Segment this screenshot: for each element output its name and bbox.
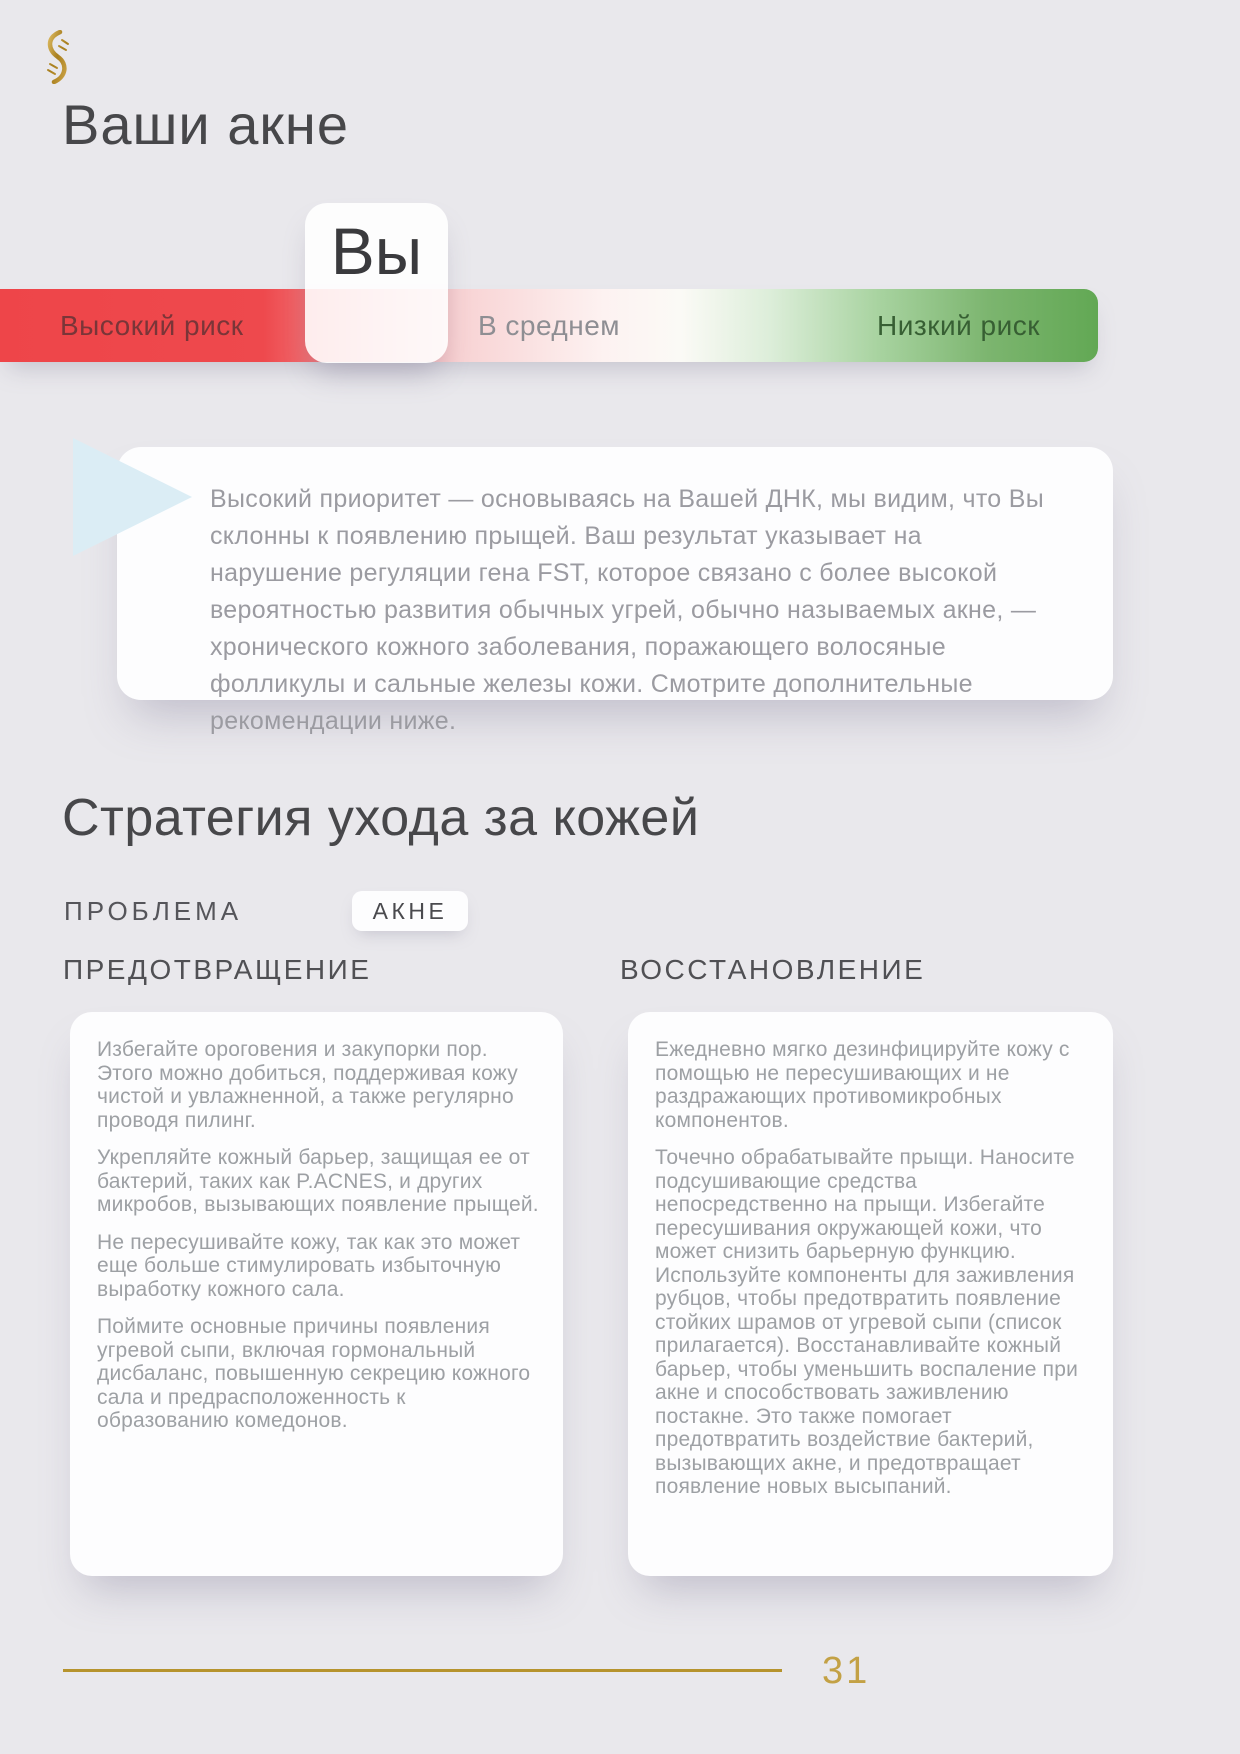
prevention-paragraph: Не пересушивайте кожу, так как это может еще больше стимулировать избыточную выработку кожного сала. [97, 1230, 521, 1301]
prevention-paragraph: Избегайте ороговения и закупорки пор. Этого можно добиться, поддерживая кожу чистой и увлажненной, а также регулярно проводя пилинг. [97, 1038, 518, 1132]
summary-card [117, 447, 1113, 735]
user-position-marker [305, 203, 448, 363]
recovery-card-text [655, 1038, 1091, 1513]
prevention-paragraph: Укрепляйте кожный барьер, защищая ее от бактерий, таких как P.ACNES, и других микробов, вызывающих появление прыщей. [97, 1146, 539, 1216]
recovery-paragraph: Точечно обрабатывайте прыщи. Наносите подсушивающие средства непосредственно на прыщи. Избегайте пересушивания окружающей кожи, что может снизить барьерную функцию. Используйте компоненты для заживления рубцов, чтобы предотвратить появление стойких шрамов от угревой сыпи (список прилагается). Восстанавливайте кожный барьер, чтобы уменьшить воспаление при акне и способствовать заживлению постакне. Это также помогает предотвратить воздействие бактерий, вызывающих акне, и предотвращает появление новых высыпаний. [655, 1146, 1079, 1498]
risk-gradient-bar [0, 289, 1098, 362]
prevention-card-text [97, 1038, 541, 1447]
user-position-marker-label: Вы [330, 214, 423, 288]
prevention-paragraph: Поймите основные причины появления угревой сыпи, включая гормональный дисбаланс, повышенную секрецию кожного сала и предрасположенность к образованию комедонов. [97, 1315, 531, 1432]
page-title: Ваши акне [62, 93, 349, 156]
problem-label: ПРОБЛЕМА [64, 896, 243, 926]
strategy-section-title: Стратегия ухода за кожей [62, 789, 700, 847]
problem-value-text: АКНЕ [372, 897, 448, 924]
risk-label-average: В среднем [477, 309, 621, 341]
recovery-paragraph: Ежедневно мягко дезинфицируйте кожу с помощью не пересушивающих и не раздражающих противомикробных компонентов. [655, 1038, 1070, 1132]
summary-text: Высокий приоритет — основываясь на Вашей ДНК, мы видим, что Вы склонны к появлению прыщей. Ваш результат указывает на нарушение регуляции гена FST, которое связано с более высокой вероятностью развития обычных угрей, обычно называемых акне, — хронического кожного заболевания, поражающего волосяные фолликулы и сальные железы кожи. Смотрите дополнительные рекомендации ниже. [210, 485, 1044, 735]
gold-dna-helix-icon [42, 30, 70, 84]
triangle-pointer-icon [73, 438, 192, 556]
risk-label-high: Высокий риск [60, 309, 244, 341]
recovery-column-title: ВОССТАНОВЛЕНИЕ [620, 954, 926, 985]
prevention-card [70, 1012, 563, 1576]
risk-label-low: Низкий риск [877, 309, 1040, 341]
footer-gold-rule [63, 1669, 782, 1672]
problem-value-chip [352, 891, 468, 931]
prevention-column-title: ПРЕДОТВРАЩЕНИЕ [63, 954, 372, 985]
page-number: 31 [822, 1650, 871, 1692]
recovery-card [628, 1012, 1113, 1576]
